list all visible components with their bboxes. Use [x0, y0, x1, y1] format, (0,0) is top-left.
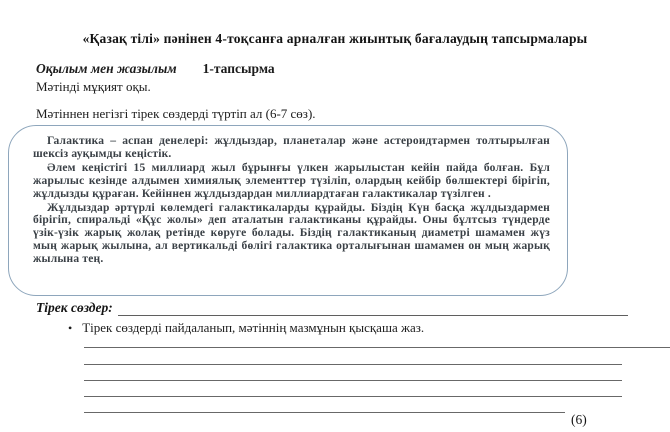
bullet-item: [68, 320, 424, 336]
text-paragraph: Жұлдыздар әртүрлі көлемдегі галактикаларды құрайды. Біздің Күн басқа жұлдыздармен бірігіп, спиральді «Құс жолы» деп аталатын галактиканы құрайды. Оны бұлтсыз түндерде үзік-үзік жарық жолақ ретінде көруге болады. Біздің галактиканың диаметрі шамамен жүз мың жарық жылына, ал вертикальді бөлігі галактика орталығынан шамамен он мың жарық жылына тең.: [33, 201, 550, 266]
task-label: 1-тапсырма: [202, 61, 275, 76]
keywords-row: [36, 300, 628, 316]
answer-line: [84, 364, 622, 365]
instruction-read-text: Мәтінді мұқият оқы.: [36, 79, 151, 94]
keywords-blank-line: [118, 300, 628, 316]
score-label: (6): [571, 412, 587, 427]
page-title: «Қазақ тілі» пәнінен 4-тоқсанға арналған жиынтық бағалаудың тапсырмалары: [82, 31, 588, 46]
bullet-icon: •: [68, 321, 73, 335]
answer-line: [84, 412, 565, 413]
answer-line: [84, 396, 622, 397]
task-header: [36, 61, 275, 77]
instruction-keywords: Мәтіннен негізгі тірек сөздерді түртіп ал (6-7 сөз).: [36, 106, 316, 121]
bullet-task-text: Тірек сөздерді пайдаланып, мәтіннің мазмұнын қысқаша жаз.: [82, 320, 425, 335]
reading-text-box: [8, 125, 568, 296]
section-heading: Оқылым мен жазылым: [36, 61, 177, 76]
keywords-label: Тірек сөздер:: [36, 300, 113, 315]
answer-line: [84, 380, 622, 381]
text-paragraph: Әлем кеңістігі 15 миллиард жыл бұрынғы үлкен жарылыстан кейін пайда болған. Бұл жарылыс кезінде алдымен химиялық элементтер түзіліп, олардың кейбір бөлшектері бірігіп, жұлдызды құраған. Кейіннен жұлдыздардан миллиардтаған галактикалар түзілген .: [33, 161, 550, 200]
text-paragraph: Галактика – аспан денелері: жұлдыздар, планеталар және астероидтармен толтырылған шексіз ауқымды кеңістік.: [33, 135, 550, 160]
answer-line: [84, 347, 670, 348]
